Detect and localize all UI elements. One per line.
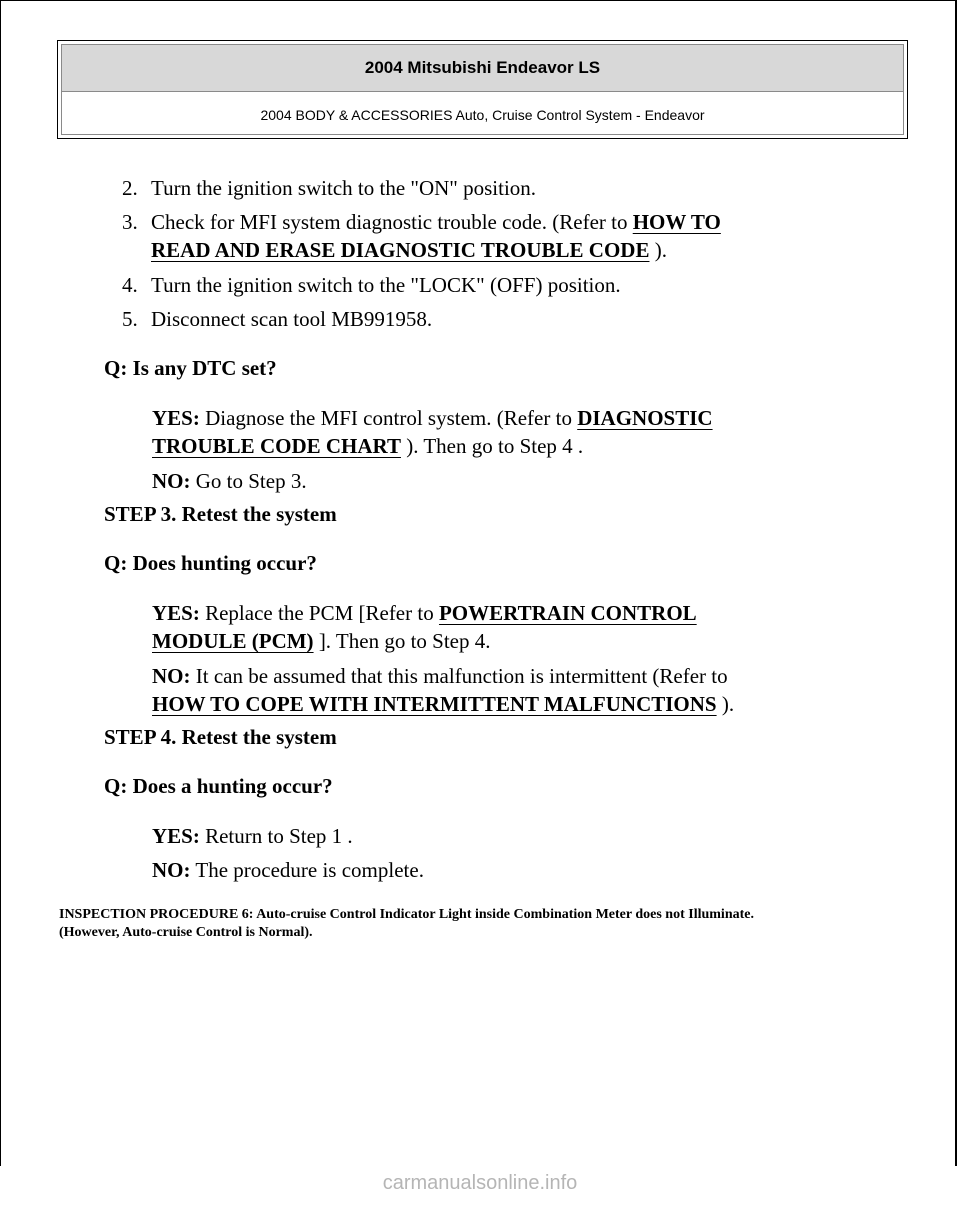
step-2-number: 2. — [122, 176, 138, 200]
question-hunting: Q: Does hunting occur? — [104, 551, 317, 575]
s3-no-line2 — [152, 692, 734, 716]
read-erase-dtc-link-part1[interactable]: HOW TO — [632, 210, 721, 234]
no-label: NO: — [152, 664, 191, 688]
q1-yes-text: Diagnose the MFI control system. (Refer to — [199, 406, 578, 430]
step-2-text: Turn the ignition switch to the "ON" position. — [151, 176, 537, 200]
step-4-text: Turn the ignition switch to the "LOCK" (OFF) position. — [151, 273, 621, 297]
header-box — [61, 44, 904, 135]
yes-label: YES: — [152, 824, 200, 848]
question-a-hunting: Q: Does a hunting occur? — [104, 774, 333, 798]
pcm-link-part2[interactable]: MODULE (PCM) — [152, 629, 314, 653]
inspection-procedure-line2: (However, Auto-cruise Control is Normal). — [59, 925, 313, 940]
q1-yes-post: ). Then go to Step 4 . — [400, 434, 584, 458]
s4-no-line — [152, 858, 424, 882]
s4-yes-text: Return to Step 1 . — [199, 824, 353, 848]
q1-no-line — [152, 469, 307, 493]
step-4-heading: STEP 4. Retest the system — [104, 725, 337, 749]
step-4-number: 4. — [122, 273, 138, 297]
read-erase-dtc-link-part2[interactable]: READ AND ERASE DIAGNOSTIC TROUBLE CODE — [151, 238, 650, 262]
s3-yes-line2 — [152, 629, 491, 653]
document-header — [57, 40, 908, 139]
dtc-chart-link-part2[interactable]: TROUBLE CODE CHART — [152, 434, 401, 458]
inspection-procedure-line1: INSPECTION PROCEDURE 6: Auto-cruise Control Indicator Light inside Combination Meter does not Illuminate. — [59, 907, 754, 922]
section-subtitle: 2004 BODY & ACCESSORIES Auto, Cruise Control System - Endeavor — [260, 107, 705, 123]
pcm-link-part1[interactable]: POWERTRAIN CONTROL — [438, 601, 697, 625]
s4-no-text: The procedure is complete. — [190, 858, 424, 882]
q1-yes-line1 — [152, 406, 713, 430]
s3-yes-text: Replace the PCM [Refer to — [199, 601, 439, 625]
no-label: NO: — [152, 469, 191, 493]
step-3-line1 — [151, 210, 721, 234]
step-3-number: 3. — [122, 210, 138, 234]
s3-no-line1 — [152, 664, 728, 688]
intermittent-malfunctions-link[interactable]: HOW TO COPE WITH INTERMITTENT MALFUNCTIONS — [152, 692, 717, 716]
s3-no-text: It can be assumed that this malfunction is intermittent (Refer to — [190, 664, 728, 688]
s3-no-post: ). — [716, 692, 735, 716]
yes-label: YES: — [152, 406, 200, 430]
step-3-heading: STEP 3. Retest the system — [104, 502, 337, 526]
question-dtc-set: Q: Is any DTC set? — [104, 356, 277, 380]
yes-label: YES: — [152, 601, 200, 625]
step-3-close: ). — [649, 238, 667, 262]
vehicle-title: 2004 Mitsubishi Endeavor LS — [62, 45, 903, 92]
step-5-text: Disconnect scan tool MB991958. — [151, 307, 433, 331]
step-3-line2 — [151, 238, 667, 262]
s3-yes-post: ]. Then go to Step 4. — [313, 629, 491, 653]
s4-yes-line — [152, 824, 353, 848]
q1-no-text: Go to Step 3. — [190, 469, 307, 493]
no-label: NO: — [152, 858, 191, 882]
step-5-number: 5. — [122, 307, 138, 331]
step-3-text: Check for MFI system diagnostic trouble code. (Refer to — [151, 210, 633, 234]
s3-yes-line1 — [152, 601, 697, 625]
watermark: carmanualsonline.info — [382, 1172, 578, 1194]
dtc-chart-link-part1[interactable]: DIAGNOSTIC — [577, 406, 713, 430]
q1-yes-line2 — [152, 434, 583, 458]
